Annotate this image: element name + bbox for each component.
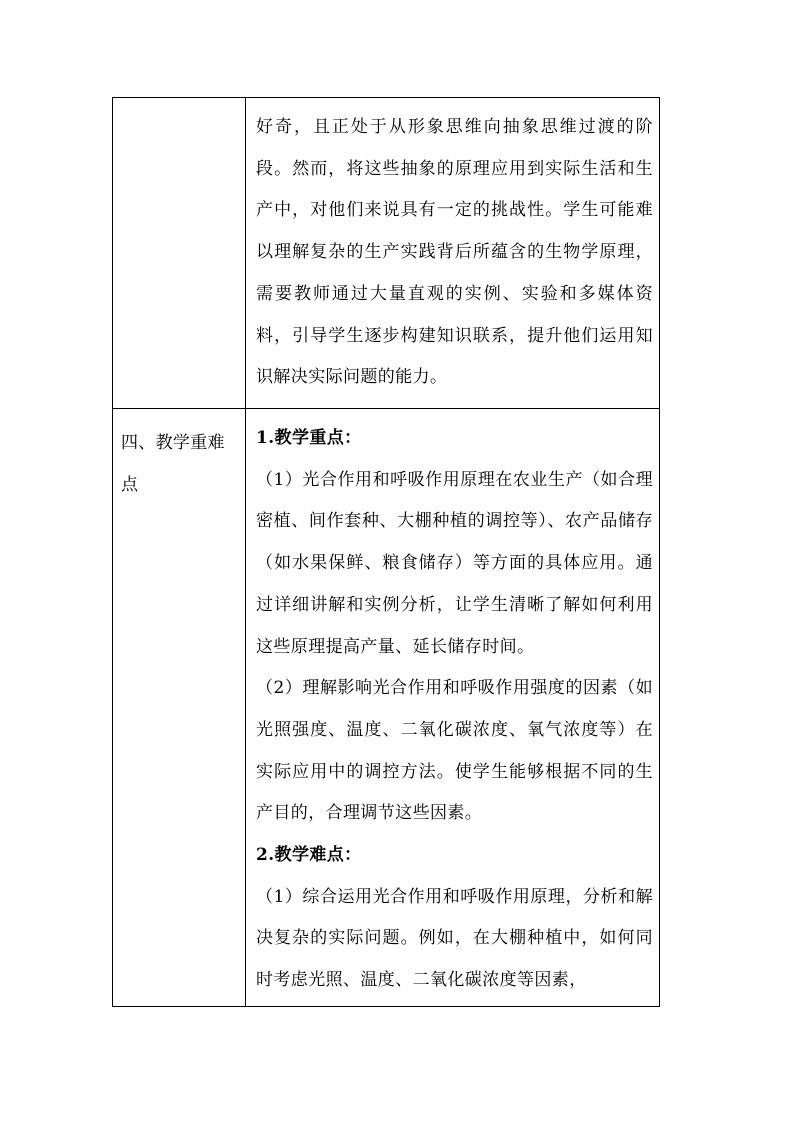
row-content-cell <box>246 409 660 1007</box>
row-content <box>246 409 659 1006</box>
student-analysis-paragraph: 好奇，且正处于从形象思维向抽象思维过渡的阶段。然而，将这些抽象的原理应用到实际生活和生产中，对他们来说具有一定的挑战性。学生可能难以理解复杂的生产实践背后所蕴含的生物学原理，需要教师通过大量直观的实例、实验和多媒体资料，引导学生逐步构建知识联系，提升他们运用知识解决实际问题的能力。 <box>256 117 653 388</box>
table-row <box>113 98 660 409</box>
row-label <box>113 98 245 111</box>
row-label-cell <box>113 98 246 409</box>
key-point-item: （1）光合作用和呼吸作用原理在农业生产（如合理密植、间作套种、大棚种植的调控等）、农产品储存（如水果保鲜、粮食储存）等方面的具体应用。通过详细讲解和实例分析，让学生清晰了解如何利用这些原理提高产量、延长储存时间。 <box>256 469 653 657</box>
lesson-plan-table <box>112 97 660 1007</box>
key-point-item: （2）理解影响光合作用和呼吸作用强度的因素（如光照强度、温度、二氧化碳浓度、氧气浓度等）在实际应用中的调控方法。使学生能够根据不同的生产目的，合理调节这些因素。 <box>256 678 653 824</box>
key-points-heading: 1.教学重点： <box>256 428 362 448</box>
row-content <box>246 98 659 403</box>
row-label-cell <box>113 409 246 1007</box>
row-label: 四、教学重难点 <box>121 433 225 495</box>
table-row <box>113 409 660 1007</box>
difficult-point-item: （1）综合运用光合作用和呼吸作用原理，分析和解决复杂的实际问题。例如，在大棚种植中，如何同时考虑光照、温度、二氧化碳浓度等因素， <box>256 886 653 991</box>
difficult-points-heading: 2.教学难点： <box>256 845 362 866</box>
row-content-cell <box>246 98 660 409</box>
